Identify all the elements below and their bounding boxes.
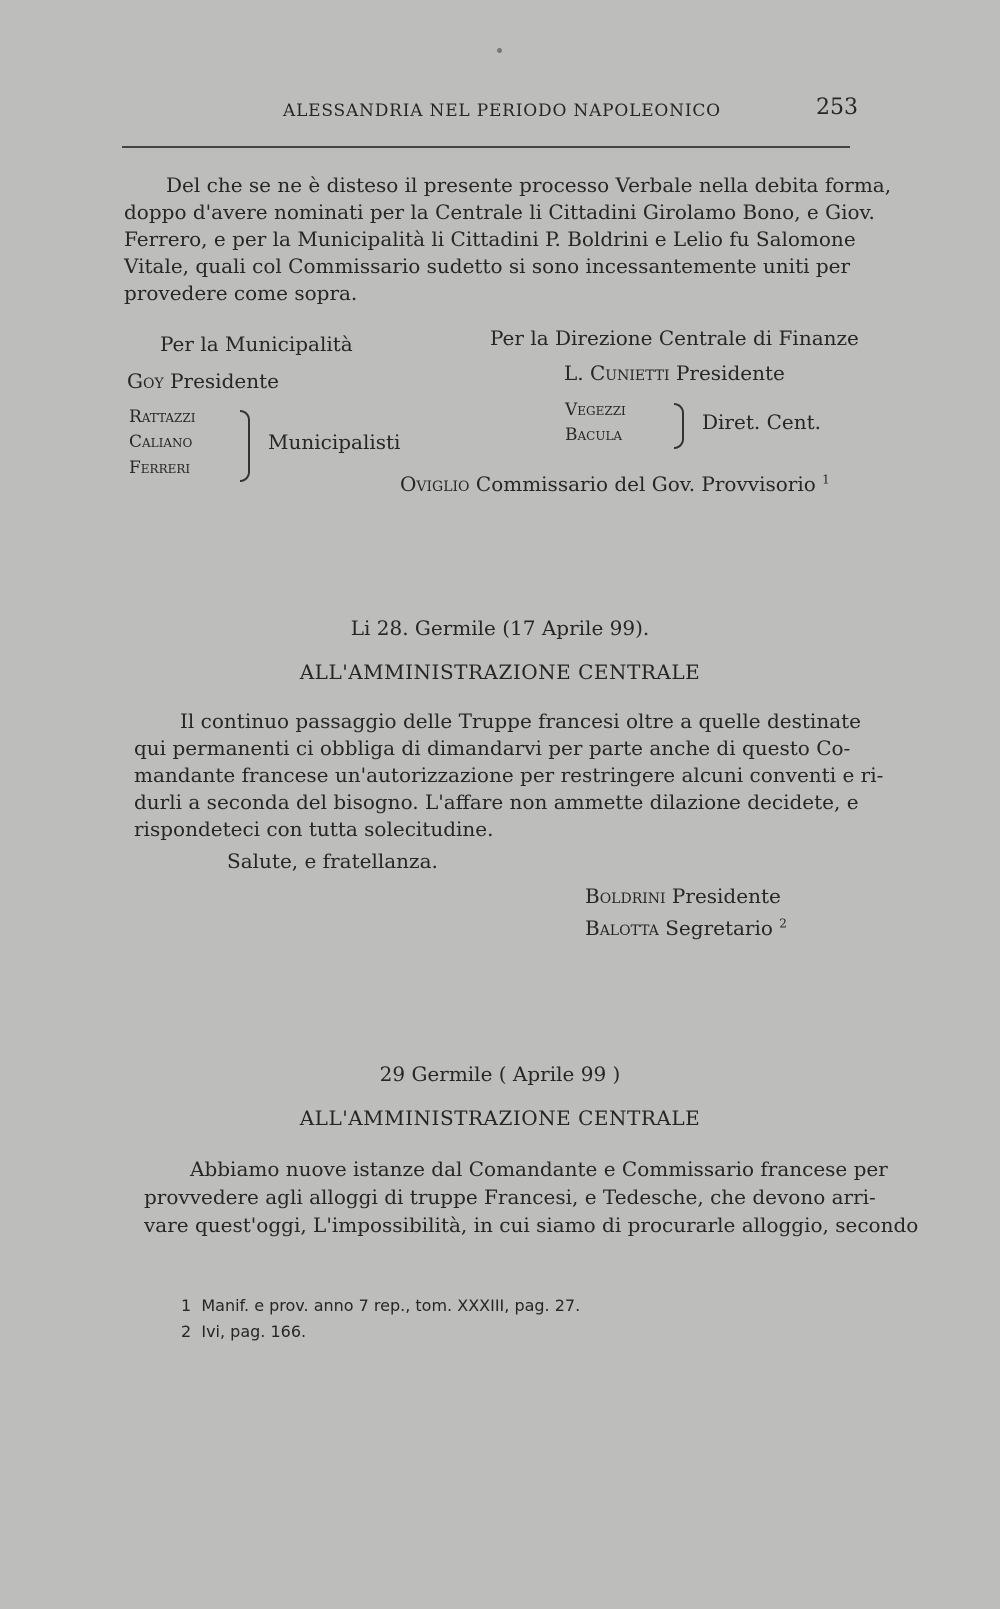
letter-addressee: ALL'AMMINISTRAZIONE CENTRALE [299,1106,701,1130]
text-line: Abbiamo nuove istanze dal Comandante e Commissario francese per [190,1157,888,1181]
text-line: vare quest'oggi, L'impossibilità, in cui siamo di procurarle alloggio, secondo [144,1213,919,1237]
text-line: qui permanenti ci obbliga di dimandarvi per parte anche di questo Co- [134,736,851,760]
letter-body [134,708,884,843]
director-role: Diret. Cent. [702,410,821,434]
signer-name: L. Cunietti [564,361,670,385]
municipality-heading: Per la Municipalità [160,332,353,356]
signer-name: Boldrini [585,884,666,908]
municipalist-name: Ferreri [129,458,191,478]
running-title: ALESSANDRIA NEL PERIODO NAPOLEONICO [283,101,721,121]
municipalist-role: Municipalisti [268,430,401,454]
footnote-ref: 1 [822,472,830,487]
signer-name: Balotta [585,916,659,940]
footnote-text: Ivi, pag. 166. [201,1322,307,1341]
text-line: Ferrero, e per la Municipalità li Cittadini P. Boldrini e Lelio fu Salomone [124,227,856,251]
text-line: mandante francese un'autorizzazione per restringere alcuni conventi e ri- [134,763,884,787]
text-line: provvedere agli alloggi di truppe Francesi, e Tedesche, che devono arri- [144,1185,876,1209]
text-line: rispondeteci con tutta solecitudine. [134,817,494,841]
footnote [181,1322,306,1341]
text-line: Il continuo passaggio delle Truppe francesi oltre a quelle destinate [180,709,862,733]
goy-signature [127,369,279,393]
intro-paragraph [124,172,892,307]
director-name: Vegezzi [565,400,626,420]
oviglio-signature [400,472,830,496]
signer-name: Goy [127,369,164,393]
signer-role: Presidente [671,884,781,908]
text-line: Vitale, quali col Commissario sudetto si sono incessantemente uniti per [124,254,851,278]
text-line: durli a seconda del bisogno. L'affare non ammette dilazione decidete, e [134,790,859,814]
municipalist-name: Caliano [129,432,193,452]
finance-direction-heading: Per la Direzione Centrale di Finanze [490,326,859,350]
text-line: Del che se ne è disteso il presente processo Verbale nella debita forma, [166,173,892,197]
municipalist-name: Rattazzi [129,407,196,427]
footnote-number: 1 [181,1296,192,1315]
signer-role: Presidente [675,361,785,385]
letter-closing: Salute, e fratellanza. [227,849,438,873]
footnote-ref: 2 [779,916,787,931]
municipalist-brace [240,410,250,482]
page-speck [497,48,502,53]
director-name: Bacula [565,425,623,445]
footnote-number: 2 [181,1322,192,1341]
signer-role: Segretario [665,916,773,940]
balotta-signature [585,916,787,940]
letter-addressee: ALL'AMMINISTRAZIONE CENTRALE [299,660,701,684]
letter-date: Li 28. Germile (17 Aprile 99). [350,616,650,640]
letter-date: 29 Germile ( Aprile 99 ) [379,1062,621,1086]
signer-role: Presidente [170,369,279,393]
letter-body [144,1155,919,1239]
director-brace [674,403,684,449]
header-rule [122,146,850,148]
footnote-text: Manif. e prov. anno 7 rep., tom. XXXIII, pag. 27. [201,1296,581,1315]
boldrini-signature [585,884,781,908]
footnote [181,1296,580,1315]
text-line: provedere come sopra. [124,281,358,305]
cunietti-signature [564,361,785,385]
signer-role: Commissario del Gov. Provvisorio [475,472,816,496]
page-number: 253 [816,95,858,120]
text-line: doppo d'avere nominati per la Centrale li Cittadini Girolamo Bono, e Giov. [124,200,875,224]
signer-name: Oviglio [400,472,470,496]
